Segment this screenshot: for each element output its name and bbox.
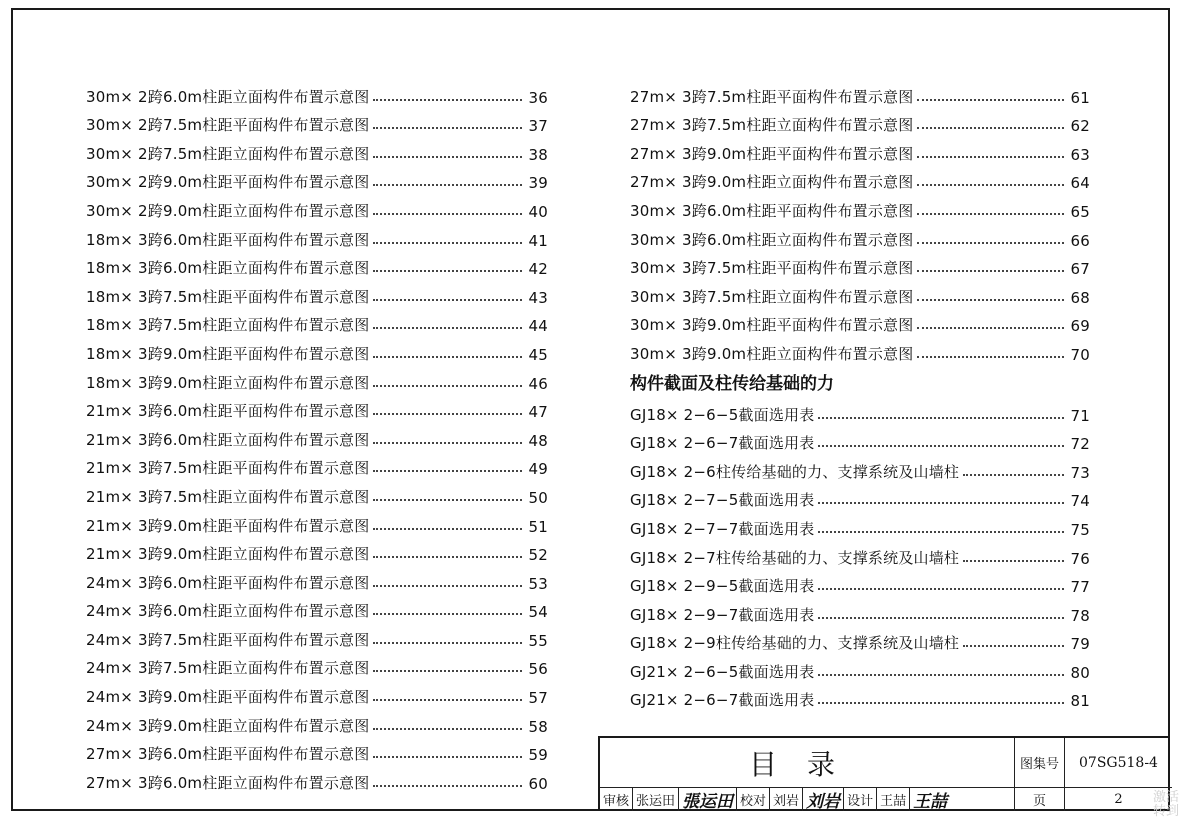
designer-signature: 王喆 xyxy=(913,792,948,812)
toc-entry-page: 52 xyxy=(528,546,548,565)
toc-entry xyxy=(86,621,548,650)
toc-entry-page: 68 xyxy=(1070,288,1090,307)
toc-entry xyxy=(86,650,548,679)
toc-entry-title: 21m× 3跨7.5m柱距平面构件布置示意图 xyxy=(86,459,370,478)
toc-entry-page: 40 xyxy=(528,202,548,221)
dot-leader xyxy=(917,184,1064,186)
dot-leader xyxy=(373,442,522,444)
toc-entry xyxy=(86,78,548,107)
toc-entry-page: 59 xyxy=(528,746,548,765)
toc-entry-title: 24m× 3跨7.5m柱距平面构件布置示意图 xyxy=(86,630,370,649)
dot-leader xyxy=(818,674,1064,676)
dot-leader xyxy=(373,642,522,644)
toc-entry-title: GJ18× 2−9−7截面选用表 xyxy=(630,605,815,624)
toc-entry-title: 30m× 2跨9.0m柱距立面构件布置示意图 xyxy=(86,201,370,220)
toc-entry xyxy=(86,450,548,479)
toc-entry-page: 58 xyxy=(528,717,548,736)
toc-entry-title: 24m× 3跨7.5m柱距立面构件布置示意图 xyxy=(86,659,370,678)
toc-entry-page: 57 xyxy=(528,689,548,708)
dot-leader xyxy=(917,156,1064,158)
toc-entry xyxy=(630,539,1090,568)
toc-entry-title: 30m× 3跨9.0m柱距平面构件布置示意图 xyxy=(630,316,914,335)
toc-entry xyxy=(86,421,548,450)
toc-entry-title: 30m× 3跨7.5m柱距立面构件布置示意图 xyxy=(630,287,914,306)
toc-entry-page: 42 xyxy=(528,260,548,279)
toc-entry-title: 24m× 3跨6.0m柱距立面构件布置示意图 xyxy=(86,602,370,621)
design-label: 设计 xyxy=(844,788,877,811)
dot-leader xyxy=(963,645,1064,647)
toc-entry xyxy=(630,78,1090,107)
toc-entry xyxy=(86,536,548,565)
toc-entry-title: 24m× 3跨6.0m柱距平面构件布置示意图 xyxy=(86,573,370,592)
toc-entry xyxy=(86,564,548,593)
toc-entry-page: 46 xyxy=(528,374,548,393)
toc-entry-title: 21m× 3跨6.0m柱距立面构件布置示意图 xyxy=(86,430,370,449)
dot-leader xyxy=(373,156,522,158)
dot-leader xyxy=(373,299,522,301)
toc-entry-page: 65 xyxy=(1070,202,1090,221)
toc-entry xyxy=(630,192,1090,221)
dot-leader xyxy=(373,785,522,787)
toc-entry-title: GJ21× 2−6−7截面选用表 xyxy=(630,691,815,710)
toc-entry-title: 30m× 3跨7.5m柱距平面构件布置示意图 xyxy=(630,259,914,278)
toc-entry xyxy=(86,593,548,622)
toc-entry-page: 64 xyxy=(1070,174,1090,193)
dot-leader xyxy=(373,385,522,387)
toc-entry-title: GJ18× 2−6−5截面选用表 xyxy=(630,405,815,424)
title-block xyxy=(598,736,1170,811)
toc-entry-page: 45 xyxy=(528,345,548,364)
reviewer-name: 张运田 xyxy=(633,788,679,811)
dot-leader xyxy=(818,502,1064,504)
toc-entry-title: 30m× 3跨6.0m柱距立面构件布置示意图 xyxy=(630,230,914,249)
toc-entry-title: 30m× 2跨9.0m柱距平面构件布置示意图 xyxy=(86,173,370,192)
dot-leader xyxy=(963,474,1064,476)
reviewer-signature: 張运田 xyxy=(679,788,737,811)
page-number: 2 xyxy=(1064,788,1172,811)
toc-entry-page: 71 xyxy=(1070,406,1090,425)
toc-entry-title: 30m× 3跨6.0m柱距平面构件布置示意图 xyxy=(630,201,914,220)
watermark xyxy=(1153,791,1179,819)
toc-entry-page: 72 xyxy=(1070,435,1090,454)
dot-leader xyxy=(373,270,522,272)
watermark-line1: 激活 xyxy=(1152,790,1179,805)
toc-entry-page: 79 xyxy=(1070,635,1090,654)
toc-entry xyxy=(630,510,1090,539)
toc-entry-page: 53 xyxy=(528,574,548,593)
toc-entry-page: 70 xyxy=(1070,345,1090,364)
toc-entry-page: 73 xyxy=(1070,463,1090,482)
dot-leader xyxy=(373,528,522,530)
check-label: 校对 xyxy=(737,788,770,811)
atlas-label: 图集号 xyxy=(1014,738,1064,787)
toc-entry-page: 80 xyxy=(1070,663,1090,682)
toc-entry xyxy=(86,364,548,393)
toc-entry-title: 18m× 3跨9.0m柱距平面构件布置示意图 xyxy=(86,344,370,363)
toc-entry-page: 48 xyxy=(528,431,548,450)
toc-entry xyxy=(630,396,1090,425)
toc-entry xyxy=(630,482,1090,511)
toc-entry-title: GJ18× 2−6柱传给基础的力、支撑系统及山墙柱 xyxy=(630,462,960,481)
toc-entry-title: 30m× 2跨6.0m柱距立面构件布置示意图 xyxy=(86,87,370,106)
toc-entry xyxy=(86,707,548,736)
toc-entry-page: 47 xyxy=(528,403,548,422)
toc-entry xyxy=(86,221,548,250)
toc-entry-page: 49 xyxy=(528,460,548,479)
dot-leader xyxy=(917,327,1064,329)
toc-entry-title: 27m× 3跨9.0m柱距平面构件布置示意图 xyxy=(630,144,914,163)
toc-entry-title: 27m× 3跨9.0m柱距立面构件布置示意图 xyxy=(630,173,914,192)
toc-entry-title: 24m× 3跨9.0m柱距平面构件布置示意图 xyxy=(86,688,370,707)
toc-entry xyxy=(86,764,548,793)
toc-entry xyxy=(630,653,1090,682)
toc-entry-page: 63 xyxy=(1070,145,1090,164)
dot-leader xyxy=(917,127,1064,129)
toc-entry-page: 78 xyxy=(1070,606,1090,625)
signature-row xyxy=(600,788,1014,811)
toc-entry xyxy=(630,682,1090,711)
toc-entry-page: 38 xyxy=(528,145,548,164)
toc-entry-title: 21m× 3跨9.0m柱距立面构件布置示意图 xyxy=(86,545,370,564)
toc-entry xyxy=(86,507,548,536)
checker-name: 刘岩 xyxy=(770,788,803,811)
dot-leader xyxy=(917,213,1064,215)
dot-leader xyxy=(818,588,1064,590)
dot-leader xyxy=(818,617,1064,619)
toc-entry xyxy=(86,192,548,221)
toc-entry-title: 27m× 3跨6.0m柱距立面构件布置示意图 xyxy=(86,773,370,792)
toc-entry-page: 75 xyxy=(1070,520,1090,539)
toc-entry-title: 27m× 3跨6.0m柱距平面构件布置示意图 xyxy=(86,745,370,764)
review-label: 审核 xyxy=(600,788,633,811)
toc-entry-page: 39 xyxy=(528,174,548,193)
toc-entry xyxy=(630,307,1090,336)
dot-leader xyxy=(373,242,522,244)
toc-entry-title: 21m× 3跨7.5m柱距立面构件布置示意图 xyxy=(86,487,370,506)
dot-leader xyxy=(373,556,522,558)
toc-entry-page: 54 xyxy=(528,603,548,622)
toc-entry-title: 24m× 3跨9.0m柱距立面构件布置示意图 xyxy=(86,716,370,735)
toc-entry xyxy=(630,135,1090,164)
toc-entry-page: 41 xyxy=(528,231,548,250)
toc-entry-title: 30m× 2跨7.5m柱距平面构件布置示意图 xyxy=(86,116,370,135)
toc-entry-title: 27m× 3跨7.5m柱距立面构件布置示意图 xyxy=(630,116,914,135)
checker-signature: 刘岩 xyxy=(803,788,844,811)
toc-entry-title: GJ18× 2−7−5截面选用表 xyxy=(630,491,815,510)
dot-leader xyxy=(917,356,1064,358)
toc-entry-page: 62 xyxy=(1070,117,1090,136)
toc-entry-page: 56 xyxy=(528,660,548,679)
toc-entry-title: 21m× 3跨6.0m柱距平面构件布置示意图 xyxy=(86,402,370,421)
toc-entry-page: 44 xyxy=(528,317,548,336)
toc-entry-title: GJ18× 2−7−7截面选用表 xyxy=(630,519,815,538)
dot-leader xyxy=(373,213,522,215)
section-heading: 构件截面及柱传给基础的力 xyxy=(630,373,834,394)
toc-entry xyxy=(630,221,1090,250)
toc-entry xyxy=(86,678,548,707)
toc-entry-page: 61 xyxy=(1070,88,1090,107)
toc-entry xyxy=(630,453,1090,482)
toc-entry xyxy=(86,307,548,336)
toc-entry-page: 36 xyxy=(528,88,548,107)
toc-entry xyxy=(86,736,548,765)
toc-entry xyxy=(630,625,1090,654)
toc-entry-title: GJ18× 2−9−5截面选用表 xyxy=(630,577,815,596)
dot-leader xyxy=(917,242,1064,244)
toc-entry-page: 76 xyxy=(1070,549,1090,568)
toc-entry-page: 37 xyxy=(528,117,548,136)
toc-entry xyxy=(86,135,548,164)
toc-entry-page: 69 xyxy=(1070,317,1090,336)
dot-leader xyxy=(818,702,1064,704)
toc-entry-title: GJ18× 2−6−7截面选用表 xyxy=(630,434,815,453)
dot-leader xyxy=(917,99,1064,101)
dot-leader xyxy=(917,299,1064,301)
dot-leader xyxy=(917,270,1064,272)
toc-entry-page: 66 xyxy=(1070,231,1090,250)
sheet-title: 目录 xyxy=(748,747,865,781)
dot-leader xyxy=(373,127,522,129)
toc-entry-title: 30m× 2跨7.5m柱距立面构件布置示意图 xyxy=(86,144,370,163)
toc-entry xyxy=(86,250,548,279)
toc-entry xyxy=(86,278,548,307)
toc-entry-title: GJ18× 2−9柱传给基础的力、支撑系统及山墙柱 xyxy=(630,634,960,653)
toc-entry xyxy=(630,335,1090,364)
dot-leader xyxy=(373,756,522,758)
toc-entry xyxy=(630,425,1090,454)
toc-entry-title: 21m× 3跨9.0m柱距平面构件布置示意图 xyxy=(86,516,370,535)
dot-leader xyxy=(373,585,522,587)
toc-entry-page: 55 xyxy=(528,631,548,650)
toc-entry-page: 50 xyxy=(528,488,548,507)
toc-entry-title: 18m× 3跨6.0m柱距平面构件布置示意图 xyxy=(86,230,370,249)
toc-left-column xyxy=(86,78,548,793)
page-label: 页 xyxy=(1014,788,1064,811)
dot-leader xyxy=(373,356,522,358)
toc-entry-page: 77 xyxy=(1070,578,1090,597)
toc-entry xyxy=(630,107,1090,136)
dot-leader xyxy=(373,99,522,101)
dot-leader xyxy=(373,184,522,186)
toc-entry xyxy=(86,393,548,422)
toc-entry-title: 18m× 3跨9.0m柱距立面构件布置示意图 xyxy=(86,373,370,392)
toc-entry xyxy=(86,107,548,136)
toc-entry xyxy=(630,250,1090,279)
toc-entry xyxy=(86,478,548,507)
toc-entry-title: 18m× 3跨7.5m柱距立面构件布置示意图 xyxy=(86,316,370,335)
toc-entry-page: 81 xyxy=(1070,692,1090,711)
dot-leader xyxy=(373,613,522,615)
toc-entry xyxy=(630,568,1090,597)
dot-leader xyxy=(963,560,1064,562)
atlas-number: 07SG518-4 xyxy=(1064,738,1172,787)
toc-entry-title: GJ18× 2−7柱传给基础的力、支撑系统及山墙柱 xyxy=(630,548,960,567)
toc-entry-title: 27m× 3跨7.5m柱距平面构件布置示意图 xyxy=(630,87,914,106)
dot-leader xyxy=(373,499,522,501)
toc-entry-title: 18m× 3跨7.5m柱距平面构件布置示意图 xyxy=(86,287,370,306)
dot-leader xyxy=(818,531,1064,533)
dot-leader xyxy=(373,670,522,672)
dot-leader xyxy=(373,699,522,701)
toc-entry xyxy=(86,164,548,193)
dot-leader xyxy=(818,417,1064,419)
toc-entry-page: 60 xyxy=(528,774,548,793)
dot-leader xyxy=(373,413,522,415)
toc-entry xyxy=(86,335,548,364)
toc-entry-title: 30m× 3跨9.0m柱距立面构件布置示意图 xyxy=(630,344,914,363)
toc-entry-page: 51 xyxy=(528,517,548,536)
watermark-line2: 转到 xyxy=(1152,804,1179,819)
toc-entry-page: 74 xyxy=(1070,492,1090,511)
toc-right-column xyxy=(630,78,1090,710)
toc-entry-page: 43 xyxy=(528,288,548,307)
dot-leader xyxy=(818,445,1064,447)
dot-leader xyxy=(373,728,522,730)
dot-leader xyxy=(373,470,522,472)
dot-leader xyxy=(373,327,522,329)
toc-entry-title: GJ21× 2−6−5截面选用表 xyxy=(630,662,815,681)
toc-entry xyxy=(630,596,1090,625)
toc-entry xyxy=(630,278,1090,307)
toc-entry xyxy=(630,164,1090,193)
toc-entry-page: 67 xyxy=(1070,260,1090,279)
designer-name: 王喆 xyxy=(877,788,910,811)
toc-entry-title: 18m× 3跨6.0m柱距立面构件布置示意图 xyxy=(86,259,370,278)
